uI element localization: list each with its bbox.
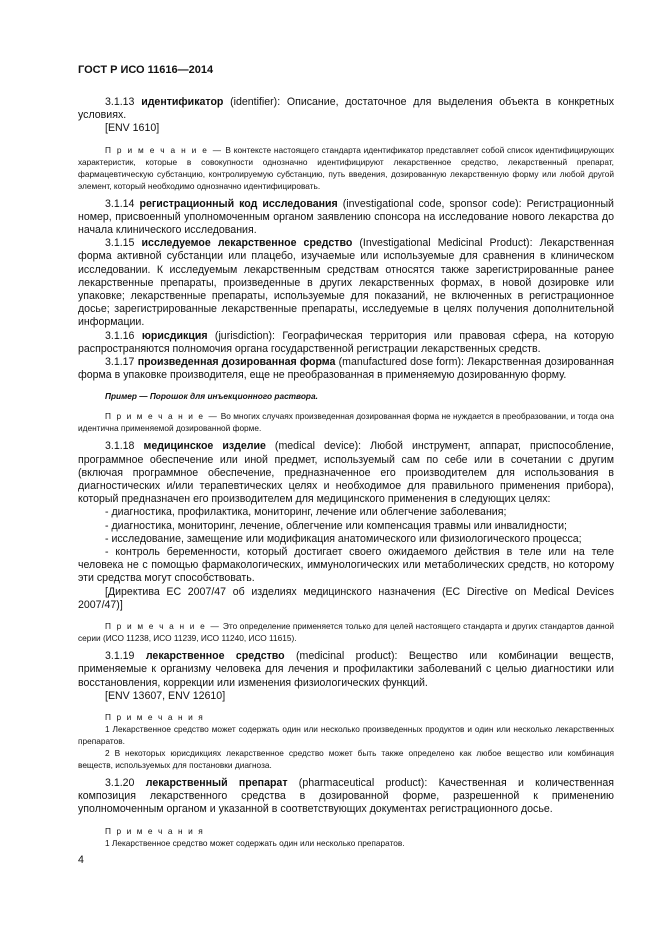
note-item: 1 Лекарственное средство может содержать один или несколько произведенных продуктов и один или несколько лекарственных препаратов. bbox=[78, 723, 614, 746]
list-item: - диагностика, мониторинг, лечение, облегчение или компенсация травмы или инвалидности; bbox=[105, 519, 567, 532]
term-name: лекарственное средство bbox=[145, 650, 285, 663]
term-3-1-19 bbox=[78, 650, 614, 690]
term-3-1-20 bbox=[78, 777, 614, 817]
note-item: 2 В некоторых юрисдикциях лекарственное средство может быть также определено как любое вещество или комбинация веществ, используемых для постановки диагноза. bbox=[78, 747, 614, 770]
term-3-1-16 bbox=[78, 330, 614, 356]
term-number: 3.1.20 bbox=[105, 776, 135, 789]
term-definition: (medicinal product): Вещество или комбинации веществ, применяемые к организму человека для лечения и профилактики заболеваний с целью диагностики или восстановления, коррекции или изменения физиологических функций. bbox=[78, 650, 614, 689]
note-label: П р и м е ч а н и е — bbox=[105, 144, 223, 155]
term-number: 3.1.15 bbox=[105, 237, 135, 250]
term-reference: [Директива ЕС 2007/47 об изделиях медицинского назначения (EC Directive on Medical Devices 2007/47)] bbox=[78, 585, 614, 611]
term-note bbox=[78, 620, 614, 644]
term-3-1-13 bbox=[78, 96, 614, 122]
term-definition: (medical device): Любой инструмент, аппарат, приспособление, программное обеспечение или иной предмет, используемый сам по себе или в сочетании с другим (включая программное обеспечение, предназначенное его производителем для использования в диагностических и/или терапевтических целях и необходимое для правильного применения прибора), который предназначен его производителем для медицинского применения в следующих целях: bbox=[78, 440, 614, 506]
term-definition: (jurisdiction): Географическая территория или правовая сфера, на которую распространяются полномочия органа государственной регистрации лекарственных средств. bbox=[78, 329, 614, 355]
note-item: 1 Лекарственное средство может содержать один или несколько препаратов. bbox=[105, 837, 405, 848]
term-name: лекарственный препарат bbox=[145, 776, 288, 789]
term-definition: (manufactured dose form): Лекарственная дозированная форма в упаковке производителя, еще не преобразованная в применяемую дозированную форму. bbox=[78, 356, 614, 382]
note-text: Во многих случаях произведенная дозированная форма не нуждается в преобразовании, и тогда она идентична применяемой дозированной форме. bbox=[78, 411, 615, 434]
note-text: В контексте настоящего стандарта идентификатор представляет собой список идентифицирующих характеристик, которые в совокупности однозначно идентифицируют лекарственное средство, лекарственный препарат, фармацевтическую субстанцию, контролируемую субстанцию, путь введения, дозированную лекарственную форму или любой другой элемент, который необходимо однозначно идентифицировать. bbox=[78, 144, 614, 191]
term-name: медицинское изделие bbox=[143, 440, 266, 453]
term-definition: (identifier): Описание, достаточное для выделения объекта в конкретных условиях. bbox=[78, 96, 614, 122]
notes-label: П р и м е ч а н и я bbox=[105, 711, 205, 722]
note-text: Это определение применяется только для целей настоящего стандарта и других стандартов данной серии (ИСО 11238, ИСО 11239, ИСО 11240, ИСО 11615). bbox=[78, 621, 614, 644]
term-number: 3.1.16 bbox=[105, 329, 135, 342]
term-number: 3.1.17 bbox=[105, 356, 135, 369]
term-name: юрисдикция bbox=[141, 329, 208, 342]
note-label: П р и м е ч а н и е — bbox=[105, 621, 221, 632]
term-number: 3.1.14 bbox=[105, 197, 135, 210]
term-name: исследуемое лекарственное средство bbox=[141, 237, 353, 250]
term-3-1-15 bbox=[78, 237, 614, 329]
note-label: П р и м е ч а н и е — bbox=[105, 411, 219, 422]
term-3-1-17 bbox=[78, 356, 614, 382]
term-definition: (Investigational Medicinal Product): Лекарственная форма активной субстанции или плацебо, изучаемые или используемые для сравнения в клиническом исследовании. К исследуемым лекарственным средствам относятся также зарегистрированные ранее лекарственные препараты, произведенные в других лекарственных формах, в новой дозировке или упаковке; лекарственные препараты, используемые для показаний, не включенных в регистрационное досье; зарегистрированные лекарственные препараты, исследуемые в целях получения дополнительной информации. bbox=[78, 237, 614, 329]
term-number: 3.1.19 bbox=[105, 650, 135, 663]
term-example: Пример — Порошок для инъекционного раствора. bbox=[105, 391, 318, 402]
term-reference: [ENV 1610] bbox=[105, 122, 160, 135]
term-name: регистрационный код исследования bbox=[139, 197, 338, 210]
term-number: 3.1.13 bbox=[105, 96, 135, 108]
term-number: 3.1.18 bbox=[105, 440, 135, 453]
term-reference: [ENV 13607, ENV 12610] bbox=[105, 689, 226, 702]
term-note bbox=[78, 144, 614, 192]
list-item: - диагностика, профилактика, мониторинг, лечение или облегчение заболевания; bbox=[105, 506, 507, 519]
list-item: - исследование, замещение или модификация анатомического или физиологического процесса; bbox=[105, 532, 582, 545]
term-3-1-18 bbox=[78, 440, 614, 506]
term-note bbox=[78, 410, 614, 434]
term-3-1-14 bbox=[78, 198, 614, 238]
page-number: 4 bbox=[78, 854, 84, 866]
term-name: идентификатор bbox=[141, 96, 224, 108]
document-header: ГОСТ Р ИСО 11616—2014 bbox=[78, 64, 214, 76]
term-name: произведенная дозированная форма bbox=[137, 356, 336, 369]
notes-label: П р и м е ч а н и я bbox=[105, 825, 205, 836]
list-item-last: - контроль беременности, который достигает своего ожидаемого действия в теле или на теле человека не с помощью фармакологических, иммунологических или метаболических средств, но которому эти средства могут способствовать. bbox=[78, 546, 614, 585]
term-definition: (pharmaceutical product): Качественная и количественная композиция лекарственного средства в дозированной форме, разрешенной к применению уполномоченным органом и указанной в соответствующих документах регистрационного досье. bbox=[78, 776, 614, 816]
document-body bbox=[78, 96, 614, 849]
term-definition: (investigational code, sponsor code): Регистрационный номер, присвоенный уполномоченным органом заявлению спонсора на исследование нового лекарства до начала клинического исследования. bbox=[78, 197, 614, 237]
